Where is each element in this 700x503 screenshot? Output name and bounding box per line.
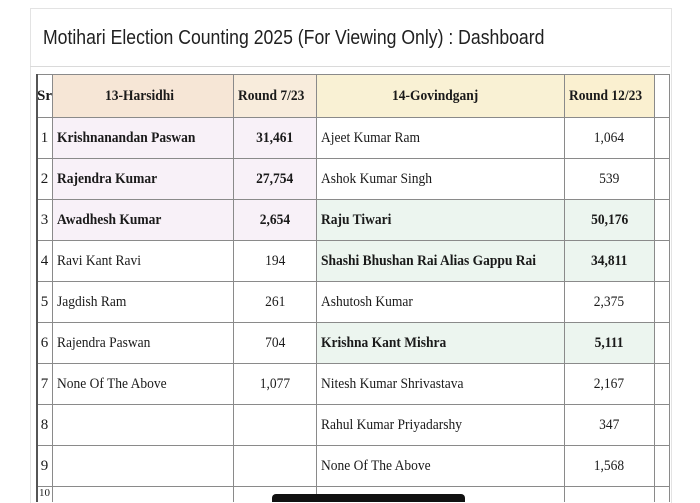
votes-harsidhi — [233, 118, 316, 159]
extra-column-cell — [654, 446, 669, 487]
votes-govindganj-value: 2,167 — [594, 375, 625, 392]
home-indicator[interactable] — [272, 494, 465, 502]
candidate-harsidhi — [53, 200, 234, 241]
candidate-govindganj — [316, 241, 564, 282]
row-sr: 10 — [37, 487, 53, 503]
candidate-harsidhi-name: Ravi Kant Ravi — [57, 252, 141, 269]
candidate-harsidhi — [53, 282, 234, 323]
candidate-harsidhi — [53, 323, 234, 364]
candidate-govindganj — [316, 405, 564, 446]
candidate-harsidhi-name: Krishnanandan Paswan — [57, 129, 196, 146]
candidate-harsidhi — [53, 241, 234, 282]
header-round-govindganj — [564, 75, 654, 118]
votes-harsidhi — [233, 446, 316, 487]
votes-govindganj — [564, 159, 654, 200]
votes-govindganj-value: 1,568 — [594, 457, 625, 474]
votes-govindganj — [564, 405, 654, 446]
extra-column-cell — [654, 323, 669, 364]
table-row — [37, 282, 670, 323]
candidate-govindganj — [316, 200, 564, 241]
candidate-harsidhi — [53, 487, 234, 503]
row-sr: 8 — [37, 405, 53, 446]
candidate-govindganj-name: Nitesh Kumar Shrivastava — [320, 375, 464, 392]
candidate-govindganj — [316, 323, 564, 364]
results-sheet[interactable] — [36, 74, 670, 502]
candidate-govindganj-name: None Of The Above — [320, 457, 431, 474]
header-row — [37, 75, 670, 118]
extra-column-cell — [654, 405, 669, 446]
candidate-harsidhi-name: Rajendra Paswan — [57, 334, 151, 351]
votes-harsidhi — [233, 241, 316, 282]
candidate-govindganj — [316, 118, 564, 159]
table-row — [37, 118, 670, 159]
votes-harsidhi-value: 1,077 — [259, 375, 291, 392]
votes-govindganj-value: 2,375 — [594, 293, 625, 310]
header-harsidhi-label: 13-Harsidhi — [104, 87, 174, 104]
candidate-govindganj — [316, 159, 564, 200]
header-govindganj — [316, 75, 564, 118]
votes-harsidhi — [233, 405, 316, 446]
votes-harsidhi — [233, 200, 316, 241]
votes-govindganj-value: 34,811 — [591, 252, 628, 269]
votes-govindganj-value: 347 — [599, 416, 620, 433]
candidate-govindganj-name: Rahul Kumar Priyadarshy — [320, 416, 462, 433]
candidate-harsidhi — [53, 405, 234, 446]
table-row — [37, 200, 670, 241]
candidate-govindganj-name: Ashok Kumar Singh — [320, 170, 432, 187]
extra-column-cell — [654, 487, 669, 503]
row-sr: 6 — [37, 323, 53, 364]
row-sr: 4 — [37, 241, 53, 282]
votes-govindganj-value: 50,176 — [590, 211, 628, 228]
candidate-harsidhi — [53, 118, 234, 159]
candidate-govindganj — [316, 364, 564, 405]
title-divider — [30, 66, 670, 67]
extra-column-cell — [654, 159, 669, 200]
extra-column-cell — [654, 200, 669, 241]
row-sr: 5 — [37, 282, 53, 323]
candidate-harsidhi — [53, 364, 234, 405]
votes-govindganj-value: 539 — [599, 170, 620, 187]
candidate-govindganj-name: Ashutosh Kumar — [320, 293, 413, 310]
row-sr: 1 — [37, 118, 53, 159]
candidate-harsidhi-name: Jagdish Ram — [57, 293, 127, 310]
extra-column-cell — [654, 364, 669, 405]
votes-govindganj-value: 1,064 — [594, 129, 625, 146]
header-sr: Sr — [37, 75, 53, 118]
votes-govindganj — [564, 118, 654, 159]
table-row — [37, 405, 670, 446]
candidate-govindganj-name: Krishna Kant Mishra — [320, 334, 446, 351]
results-table — [36, 74, 670, 502]
votes-harsidhi — [233, 159, 316, 200]
row-sr: 7 — [37, 364, 53, 405]
table-row — [37, 241, 670, 282]
votes-govindganj — [564, 200, 654, 241]
votes-harsidhi-value: 261 — [264, 293, 285, 310]
votes-harsidhi — [233, 282, 316, 323]
extra-column-cell — [654, 282, 669, 323]
votes-harsidhi-value: 194 — [264, 252, 285, 269]
candidate-govindganj — [316, 446, 564, 487]
votes-govindganj — [564, 282, 654, 323]
votes-govindganj — [564, 241, 654, 282]
candidate-harsidhi — [53, 446, 234, 487]
votes-harsidhi-value: 31,461 — [256, 129, 294, 146]
sheet-left-border — [36, 74, 38, 502]
votes-govindganj — [564, 487, 654, 503]
votes-govindganj — [564, 446, 654, 487]
candidate-govindganj-name: Ajeet Kumar Ram — [320, 129, 420, 146]
votes-govindganj — [564, 364, 654, 405]
table-row — [37, 323, 670, 364]
votes-govindganj-value: 5,111 — [594, 334, 624, 351]
extra-column-cell — [654, 118, 669, 159]
header-round-harsidhi-label: Round 7/23 — [237, 87, 305, 104]
votes-harsidhi-value: 27,754 — [256, 170, 294, 187]
candidate-harsidhi-name: Awadhesh Kumar — [57, 211, 162, 228]
row-sr: 2 — [37, 159, 53, 200]
table-row — [37, 446, 670, 487]
header-harsidhi — [53, 75, 234, 118]
votes-harsidhi — [233, 323, 316, 364]
votes-govindganj — [564, 323, 654, 364]
candidate-harsidhi-name: Rajendra Kumar — [57, 170, 158, 187]
row-sr: 9 — [37, 446, 53, 487]
candidate-harsidhi — [53, 159, 234, 200]
votes-harsidhi — [233, 364, 316, 405]
header-govindganj-label: 14-Govindganj — [392, 87, 479, 104]
votes-harsidhi-value: 704 — [264, 334, 285, 351]
candidate-govindganj — [316, 282, 564, 323]
extra-column-header — [654, 75, 669, 118]
candidate-govindganj-name: Shashi Bhushan Rai Alias Gappu Rai — [320, 252, 536, 269]
row-sr: 3 — [37, 200, 53, 241]
header-round-harsidhi — [233, 75, 316, 118]
candidate-govindganj-name: Raju Tiwari — [320, 211, 392, 228]
header-round-govindganj-label: Round 12/23 — [568, 87, 642, 104]
votes-harsidhi-value: 2,654 — [259, 211, 291, 228]
candidate-harsidhi-name: None Of The Above — [57, 375, 167, 392]
extra-column-cell — [654, 241, 669, 282]
table-row — [37, 364, 670, 405]
page-title: Motihari Election Counting 2025 (For Viewing Only) : Dashboard — [43, 26, 545, 49]
table-row — [37, 159, 670, 200]
